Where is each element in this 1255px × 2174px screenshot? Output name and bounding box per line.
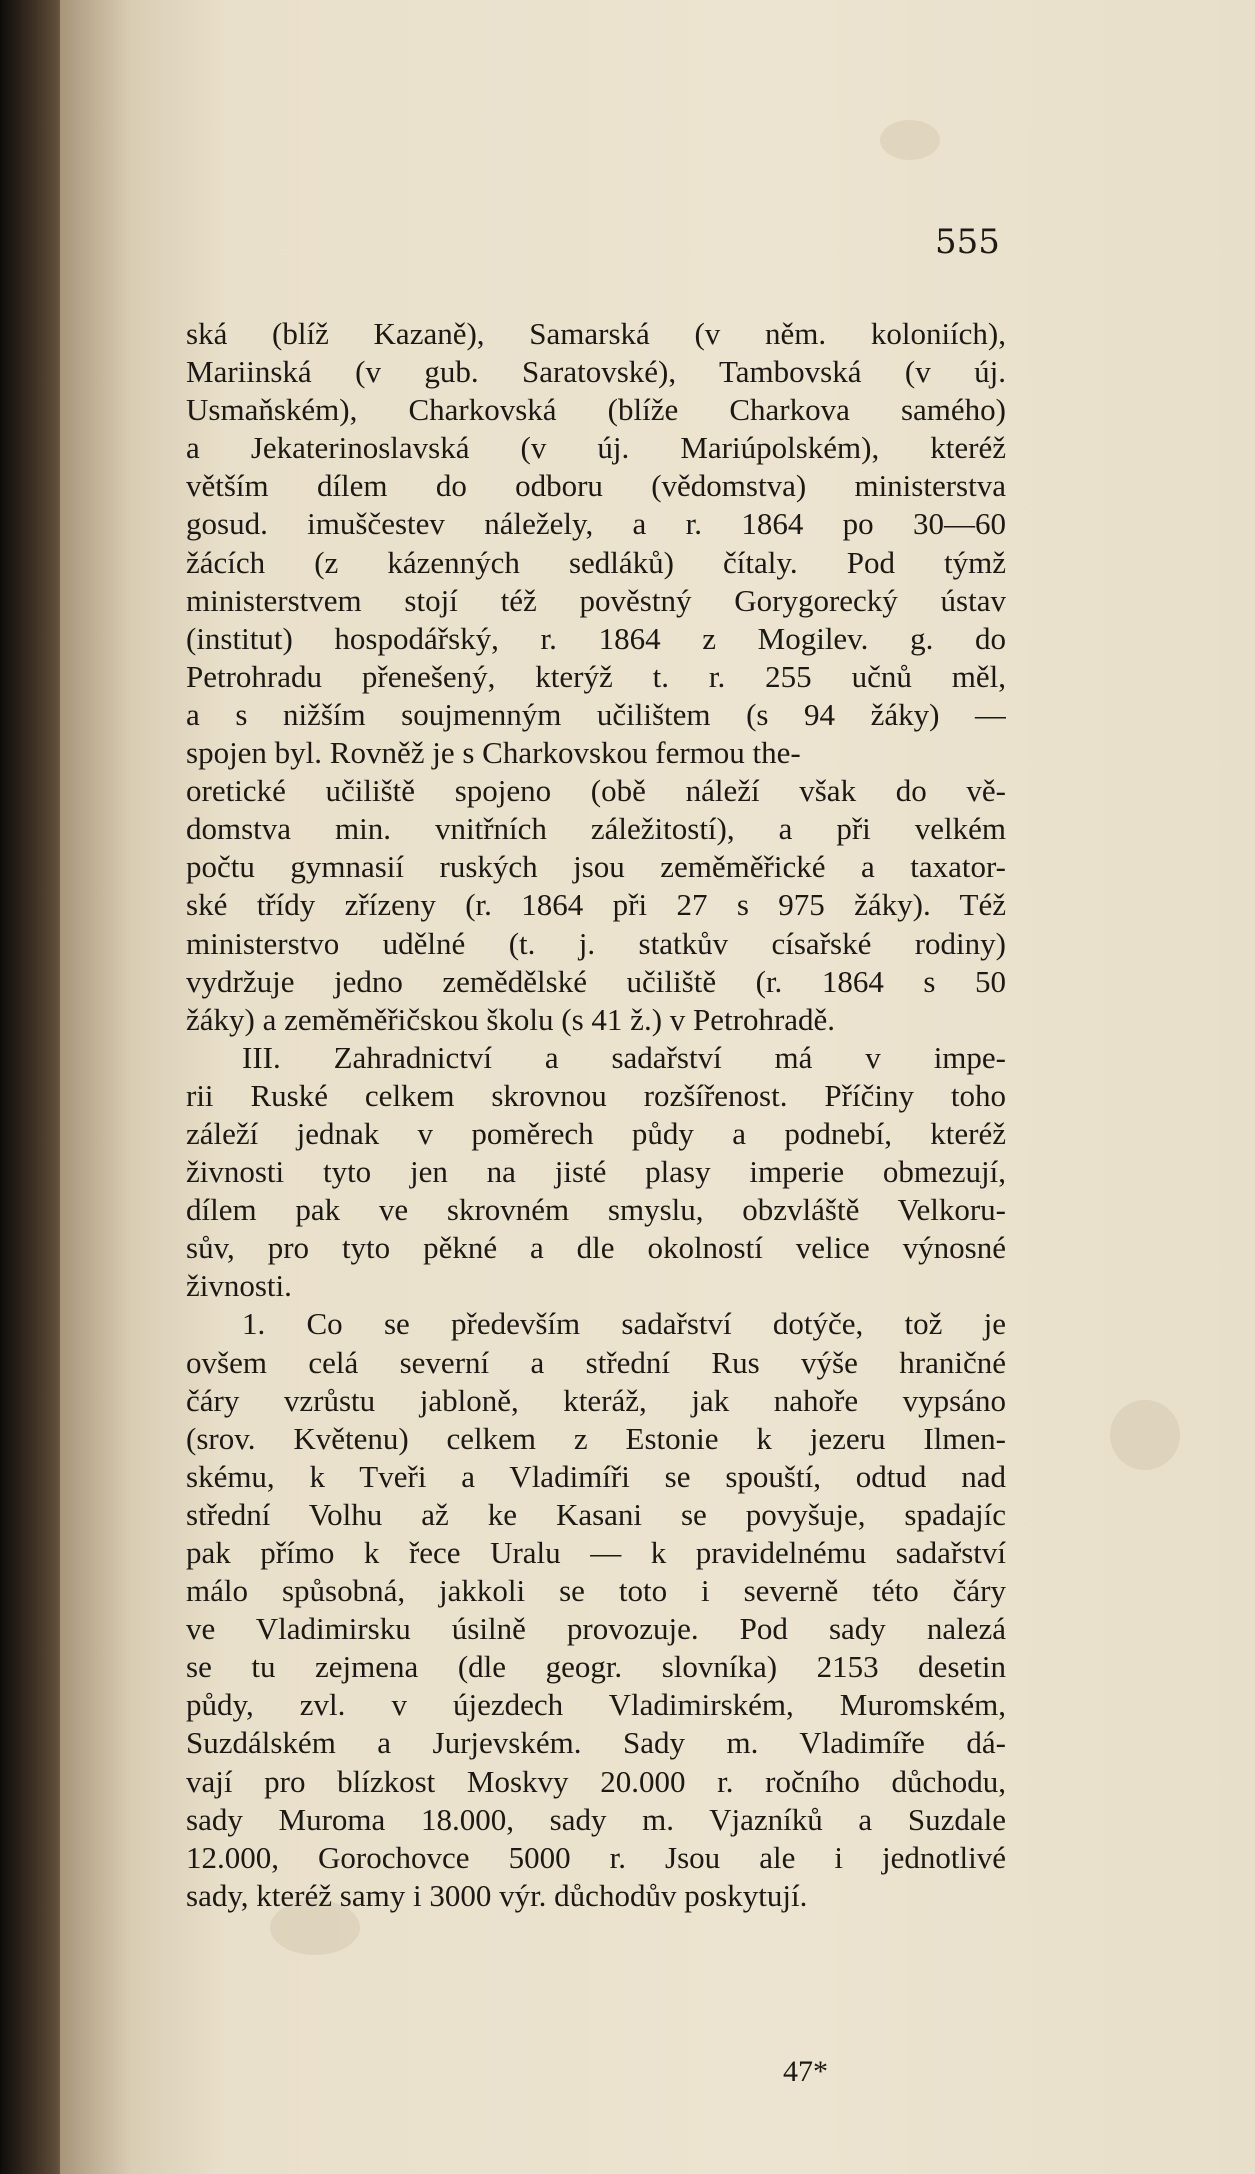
text-line: ovšem celá severní a střední Rus výše hraničné <box>186 1344 1006 1380</box>
text-line: III. Zahradnictví a sadařství má v impe- <box>242 1039 1006 1075</box>
text-line: čáry vzrůstu jabloně, kteráž, jak nahoře vypsáno <box>186 1382 1006 1418</box>
text-line: živnosti. <box>186 1268 292 1304</box>
text-line: a s nižším soujmenným učilištem (s 94 žáky) — <box>186 696 1006 732</box>
text-line: se tu zejmena (dle geogr. slovníka) 2153 desetin <box>186 1649 1006 1685</box>
text-line: ministerstvo udělné (t. j. statkův císařské rodiny) <box>186 925 1006 961</box>
text-line: záleží jednak v poměrech půdy a podnebí, kteréž <box>186 1115 1006 1151</box>
text-line: půdy, zvl. v újezdech Vladimirském, Muromském, <box>186 1687 1006 1723</box>
text-line: a Jekaterinoslavská (v új. Mariúpolském), kteréž <box>186 430 1006 466</box>
text-line: žáky) a zeměměřičskou školu (s 41 ž.) v Petrohradě. <box>186 1001 836 1037</box>
text-line: skému, k Tveři a Vladimíři se spouští, odtud nad <box>186 1458 1006 1494</box>
text-line: 12.000, Gorochovce 5000 r. Jsou ale i jednotlivé <box>186 1839 1006 1875</box>
text-line: gosud. imuščestev náležely, a r. 1864 po 30—60 <box>186 506 1006 542</box>
text-line: vají pro blízkost Moskvy 20.000 r. ročního důchodu, <box>186 1763 1006 1799</box>
text-line: ve Vladimirsku úsilně provozuje. Pod sady nalezá <box>186 1611 1006 1647</box>
text-line: domstva min. vnitřních záležitostí), a při velkém <box>186 811 1006 847</box>
text-line: ská (blíž Kazaně), Samarská (v něm. koloniích), <box>186 316 1006 351</box>
paper-stain <box>1110 1400 1180 1470</box>
printer-signature-mark: 47* <box>783 2055 828 2088</box>
text-line: dílem pak ve skrovném smyslu, obzvláště Velkoru- <box>186 1192 1006 1228</box>
text-line: živnosti tyto jen na jisté plasy imperie obmezují, <box>186 1154 1006 1190</box>
text-line: 1. Co se především sadařství dotýče, tož je <box>242 1306 1006 1342</box>
text-line: počtu gymnasií ruských jsou zeměměřické a taxator- <box>186 849 1006 885</box>
text-line: oretické učiliště spojeno (obě náleží však do vě- <box>186 773 1006 809</box>
text-line: málo spůsobná, jakkoli se toto i severně této čáry <box>186 1573 1006 1609</box>
text-line: střední Volhu až ke Kasani se povyšuje, spadajíc <box>186 1496 1006 1532</box>
body-text <box>186 315 1006 1915</box>
page-number: 555 <box>935 222 1000 262</box>
text-line: Suzdálském a Jurjevském. Sady m. Vladimíře dá- <box>186 1725 1006 1761</box>
text-line: rii Ruské celkem skrovnou rozšířenost. Příčiny toho <box>186 1077 1006 1113</box>
text-line: Petrohradu přenešený, kterýž t. r. 255 učnů měl, <box>186 658 1006 694</box>
text-line: sady Muroma 18.000, sady m. Vjazníků a Suzdale <box>186 1801 1006 1837</box>
text-line: (institut) hospodářský, r. 1864 z Mogilev. g. do <box>186 620 1006 656</box>
text-line: ské třídy zřízeny (r. 1864 při 27 s 975 žáky). Též <box>186 887 1006 923</box>
text-line: pak přímo k řece Uralu — k pravidelnému sadařství <box>186 1535 1006 1570</box>
text-line: ministerstvem stojí též pověstný Gorygorecký ústav <box>186 582 1006 618</box>
paper-stain <box>880 120 940 160</box>
text-line: Mariinská (v gub. Saratovské), Tambovská (v új. <box>186 354 1006 390</box>
text-line: žácích (z kázenných sedláků) čítaly. Pod týmž <box>186 544 1006 580</box>
text-line: sův, pro tyto pěkné a dle okolností velice výnosné <box>186 1230 1006 1266</box>
text-line: vydržuje jedno zemědělské učiliště (r. 1864 s 50 <box>186 963 1006 999</box>
text-line: sady, kteréž samy i 3000 výr. důchodův poskytují. <box>186 1877 808 1913</box>
text-line: Usmaňském), Charkovská (blíže Charkova samého) <box>186 392 1006 428</box>
text-line: (srov. Květenu) celkem z Estonie k jezeru Ilmen- <box>186 1420 1006 1456</box>
text-line: větším dílem do odboru (vědomstva) ministerstva <box>186 468 1006 504</box>
text-line: spojen byl. Rovněž je s Charkovskou fermou the- <box>186 735 801 771</box>
